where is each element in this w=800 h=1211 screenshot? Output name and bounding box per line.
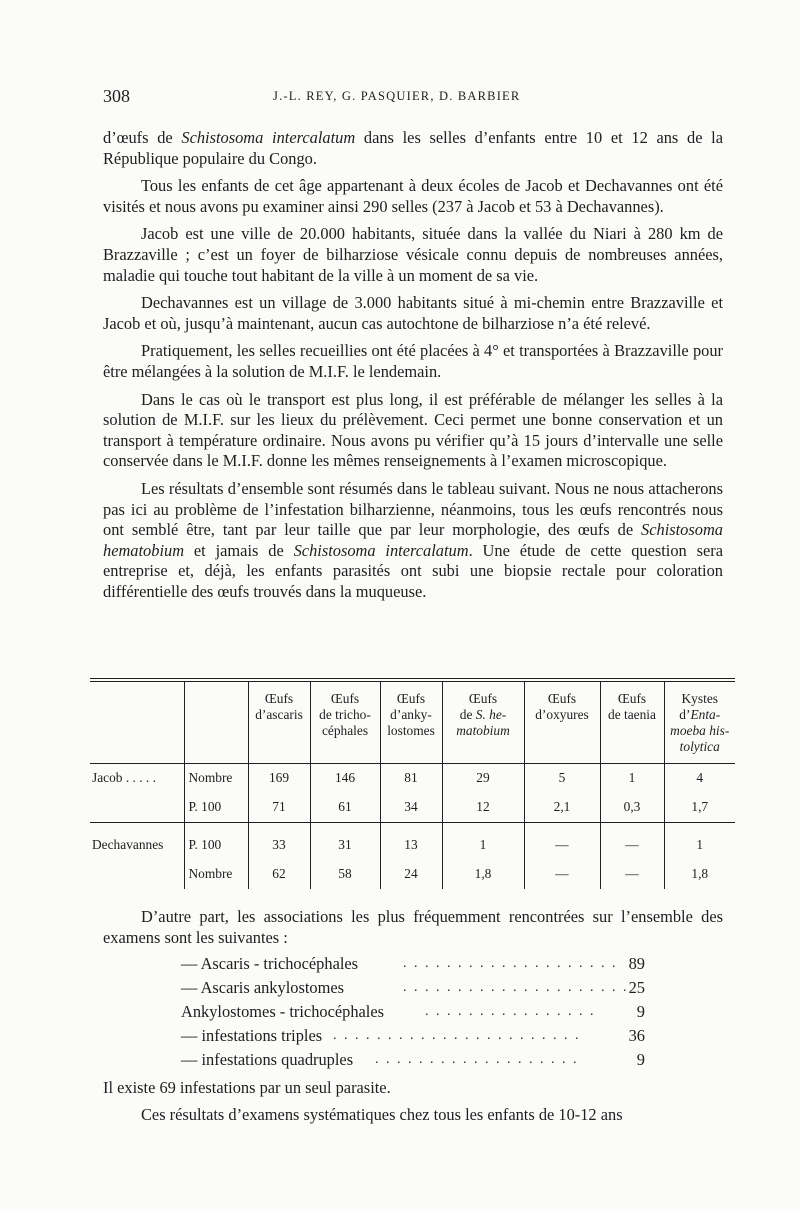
table-cell: 1,8 (664, 860, 735, 889)
table-header-row (90, 682, 735, 764)
paragraph: Jacob est une ville de 20.000 habitants, située dans la vallée du Niari à 280 km de Brazzaville ; c’est un foyer de bilharziose vésicale connu depuis de nombreuses années, maladie qui touche tout habitant de la ville à un moment de sa vie. (103, 224, 723, 285)
table-cell: 58 (310, 860, 380, 889)
paragraph: Dans le cas où le transport est plus long, il est préférable de mélanger les selles à la solution de M.I.F. sur les lieux du prélèvement. Ceci permet une bonne conservation et un transport à température ordinaire. Nous avons pu vérifier qu’à 15 jours d’intervalle une selle conservée dans le M.I.F. donne les mêmes renseignements à l’examen microscopique. (103, 389, 723, 471)
paragraph: Il existe 69 infestations par un seul parasite. (103, 1078, 391, 1098)
table-cell: 169 (248, 764, 310, 794)
table-row (90, 860, 735, 889)
table-cell: 4 (664, 764, 735, 794)
table-cell: 13 (380, 823, 442, 861)
results-table (90, 678, 735, 889)
paragraph: Pratiquement, les selles recueillies ont été placées à 4° et transportées à Brazzaville pour être mélangées à la solution de M.I.F. le lendemain. (103, 341, 723, 381)
table-cell: 5 (524, 764, 600, 794)
paragraph: d’œufs de Schistosoma intercalatum dans les selles d’enfants entre 10 et 12 ans de la République populaire du Congo. (103, 128, 723, 168)
row-sublabel: P. 100 (184, 823, 248, 861)
table-row (90, 764, 735, 794)
row-sublabel: P. 100 (184, 793, 248, 823)
table-cell: 62 (248, 860, 310, 889)
paragraph: Dechavannes est un village de 3.000 habitants situé à mi-chemin entre Brazzaville et Jacob et où, jusqu’à maintenant, aucun cas autochtone de bilharziose n’a été relevé. (103, 293, 723, 333)
col-header-entamoeba: Kystes d’Enta- moeba his- tolytica (664, 682, 735, 764)
table-cell: 146 (310, 764, 380, 794)
table-cell: 2,1 (524, 793, 600, 823)
table-cell: 1,8 (442, 860, 524, 889)
table-cell: 1 (664, 823, 735, 861)
table-cell: 0,3 (600, 793, 664, 823)
table-cell: 1,7 (664, 793, 735, 823)
table-cell: 12 (442, 793, 524, 823)
table-cell: 29 (442, 764, 524, 794)
table-cell: 33 (248, 823, 310, 861)
table-cell: — (600, 860, 664, 889)
table-cell: 24 (380, 860, 442, 889)
col-header-taenia: Œufs de taenia (600, 682, 664, 764)
list-item: — infestations triples . . . . . . . . . . . . . . . . . . . . . . . 36 (181, 1026, 645, 1046)
col-header-ankylostomes: Œufs d’anky- lostomes (380, 682, 442, 764)
row-label-jacob: Jacob . . . . . (92, 770, 156, 785)
row-label-dechavannes: Dechavannes (92, 837, 164, 852)
table-cell: 31 (310, 823, 380, 861)
table-cell: 34 (380, 793, 442, 823)
col-header-trichocephales: Œufs de tricho- céphales (310, 682, 380, 764)
list-item: — Ascaris ankylostomes . . . . . . . . . . . . . . . . . . . . . 25 (181, 978, 645, 998)
table-cell: 61 (310, 793, 380, 823)
associations-section (103, 907, 723, 1131)
row-sublabel: Nombre (184, 764, 248, 794)
table-row (90, 823, 735, 861)
row-sublabel: Nombre (184, 860, 248, 889)
page-number: 308 (103, 86, 130, 106)
table-cell: — (524, 860, 600, 889)
col-header-oxyures: Œufs d’oxyures (524, 682, 600, 764)
paragraph: Ces résultats d’examens systématiques chez tous les enfants de 10-12 ans (141, 1104, 623, 1124)
body-text (103, 128, 723, 609)
table-row (90, 793, 735, 823)
list-item: — infestations quadruples . . . . . . . . . . . . . . . . . . . 9 (181, 1050, 645, 1070)
table-top-rule (90, 678, 735, 679)
col-header-ascaris: Œufs d’ascaris (248, 682, 310, 764)
col-header-hematobium: Œufs de S. he- matobium (442, 682, 524, 764)
table-cell: 1 (442, 823, 524, 861)
table-cell: — (600, 823, 664, 861)
paragraph: Tous les enfants de cet âge appartenant à deux écoles de Jacob et Dechavannes ont été visités et nous avons pu examiner ainsi 290 selles (237 à Jacob et 53 à Dechavannes). (103, 176, 723, 216)
paragraph: D’autre part, les associations les plus fréquemment rencontrées sur l’ensemble des examens sont les suivantes : (103, 907, 723, 947)
associations-list (103, 954, 723, 1074)
table-cell: 81 (380, 764, 442, 794)
list-item: Ankylostomes - trichocéphales . . . . . . . . . . . . . . . . 9 (181, 1002, 645, 1022)
running-head: J.-L. REY, G. PASQUIER, D. BARBIER (273, 89, 521, 103)
list-item: — Ascaris - trichocéphales . . . . . . . . . . . . . . . . . . . . 89 (181, 954, 645, 974)
paragraph: Les résultats d’ensemble sont résumés dans le tableau suivant. Nous ne nous attacherons pas ici au problème de l’infestation bilharzienne, néanmoins, tous les œufs rencontrés nous ont semblé être, tant par leur taille que par leur morphologie, des œufs de Schistosoma hematobium et jamais de Schistosoma intercalatum. Une étude de cette question sera entreprise et, déjà, les enfants parasités ont subi une biopsie rectale pour coloration différentielle des œufs trouvés dans la muqueuse. (103, 478, 723, 601)
table-cell: 71 (248, 793, 310, 823)
page-header (103, 86, 723, 110)
table-cell: 1 (600, 764, 664, 794)
table-cell: — (524, 823, 600, 861)
